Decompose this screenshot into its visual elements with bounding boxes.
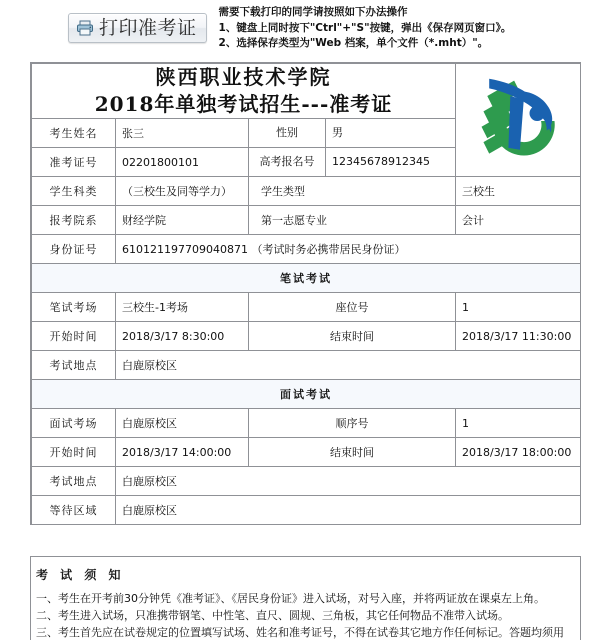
label-written-start-time: 开始时间 <box>32 322 116 351</box>
value-interview-waiting-area: 白鹿原校区 <box>116 496 581 525</box>
label-ticket-number: 准考证号 <box>32 148 116 177</box>
label-id-number: 身份证号 <box>32 235 116 264</box>
print-instructions <box>219 5 512 52</box>
label-department: 报考院系 <box>32 206 116 235</box>
label-written-seat: 座位号 <box>249 293 456 322</box>
school-logo-cell <box>456 64 581 177</box>
print-button-label: 打印准考证 <box>99 16 197 39</box>
table-row-department <box>32 206 581 235</box>
label-student-type: 学生类型 <box>249 177 456 206</box>
certificate-header-row <box>32 64 581 119</box>
section-title-written-exam: 笔试考试 <box>32 264 581 293</box>
value-department: 财经学院 <box>116 206 249 235</box>
label-gaokao-registration-number: 高考报名号 12345678912345 <box>249 148 456 177</box>
value-ticket-number: 02201800101 <box>116 148 249 177</box>
table-row-subject-category <box>32 177 581 206</box>
value-candidate-name: 张三 <box>116 119 249 148</box>
label-written-room: 笔试考场 <box>32 293 116 322</box>
print-instructions-step-2: 2、选择保存类型为"Web 档案，单个文件（*.mht）"。 <box>218 37 489 49</box>
label-interview-room: 面试考场 <box>32 409 116 438</box>
label-interview-waiting-area: 等待区域 <box>32 496 116 525</box>
page-title: 2018年单独考试招生---准考证 <box>94 92 393 116</box>
cell-divider <box>325 148 326 176</box>
value-written-place: 白鹿原校区 <box>116 351 581 380</box>
label-written-end-time: 结束时间 <box>249 322 456 351</box>
value-student-type: 三校生 <box>456 177 581 206</box>
value-interview-order: 1 <box>456 409 581 438</box>
section-header-written-exam <box>32 264 581 293</box>
table-row-interview-time <box>32 438 581 467</box>
exam-notice-title: 考 试 须 知 <box>36 568 125 582</box>
print-admission-ticket-button[interactable] <box>68 13 207 43</box>
certificate-title-cell <box>32 64 456 119</box>
value-id-number: 610121197709040871 （考试时务必携带居民身份证） <box>116 235 581 264</box>
label-first-choice-major: 第一志愿专业 <box>249 206 456 235</box>
section-title-interview: 面试考试 <box>32 380 581 409</box>
print-instructions-title: 需要下载打印的同学请按照如下办法操作 <box>218 6 408 18</box>
section-header-interview <box>32 380 581 409</box>
value-interview-place: 白鹿原校区 <box>116 467 581 496</box>
exam-notice-line-3: 三、考生首先应在试卷规定的位置填写试场、姓名和准考证号，不得在试卷其它地方作任何标记。答题均须用 <box>36 626 564 639</box>
exam-notice-line-2: 二、考生进入试场，只准携带钢笔、中性笔、直尺、圆规、三角板，其它任何物品不准带入试场。 <box>36 609 509 622</box>
table-row-written-time <box>32 322 581 351</box>
value-first-choice-major: 会计 <box>456 206 581 235</box>
exam-notice-line-1: 一、考生在开考前30分钟凭《准考证》、《居民身份证》进入试场，对号入座，并将两证放在课桌左上角。 <box>36 592 545 605</box>
school-name: 陕西职业技术学院 <box>155 65 332 89</box>
cell-divider <box>325 119 326 147</box>
table-row-interview-place <box>32 467 581 496</box>
value-written-end-time: 2018/3/17 11:30:00 <box>456 322 581 351</box>
label-written-place: 考试地点 <box>32 351 116 380</box>
table-row-interview-waiting-area <box>32 496 581 525</box>
label-candidate-name: 考生姓名 <box>32 119 116 148</box>
label-interview-end-time: 结束时间 <box>249 438 456 467</box>
value-written-room: 三校生-1考场 <box>116 293 249 322</box>
value-interview-start-time: 2018/3/17 14:00:00 <box>116 438 249 467</box>
value-written-start-time: 2018/3/17 8:30:00 <box>116 322 249 351</box>
label-gender: 性别 男 <box>249 119 456 148</box>
print-instructions-step-1: 1、键盘上同时按下"Ctrl"+"S"按键，弹出《保存网页窗口》。 <box>218 21 512 34</box>
label-interview-start-time: 开始时间 <box>32 438 116 467</box>
label-subject-category: 学生科类 <box>32 177 116 206</box>
value-interview-room: 白鹿原校区 <box>116 409 249 438</box>
value-gender: 男 <box>332 126 343 139</box>
value-gaokao-registration-number: 12345678912345 <box>332 155 430 168</box>
label-interview-place: 考试地点 <box>32 467 116 496</box>
admission-ticket-table <box>31 63 581 525</box>
school-emblem-bird-logo-icon <box>462 67 574 173</box>
value-interview-end-time: 2018/3/17 18:00:00 <box>456 438 581 467</box>
table-row-written-place <box>32 351 581 380</box>
print-toolbar <box>0 0 612 58</box>
value-subject-category: （三校生及同等学力） <box>116 177 249 206</box>
admission-ticket-sheet <box>30 62 581 525</box>
table-row-written-room <box>32 293 581 322</box>
label-interview-order: 顺序号 <box>249 409 456 438</box>
value-written-seat: 1 <box>456 293 581 322</box>
table-row-interview-room <box>32 409 581 438</box>
printer-icon <box>76 20 94 36</box>
table-row-id-number <box>32 235 581 264</box>
exam-notice-panel <box>30 556 581 640</box>
